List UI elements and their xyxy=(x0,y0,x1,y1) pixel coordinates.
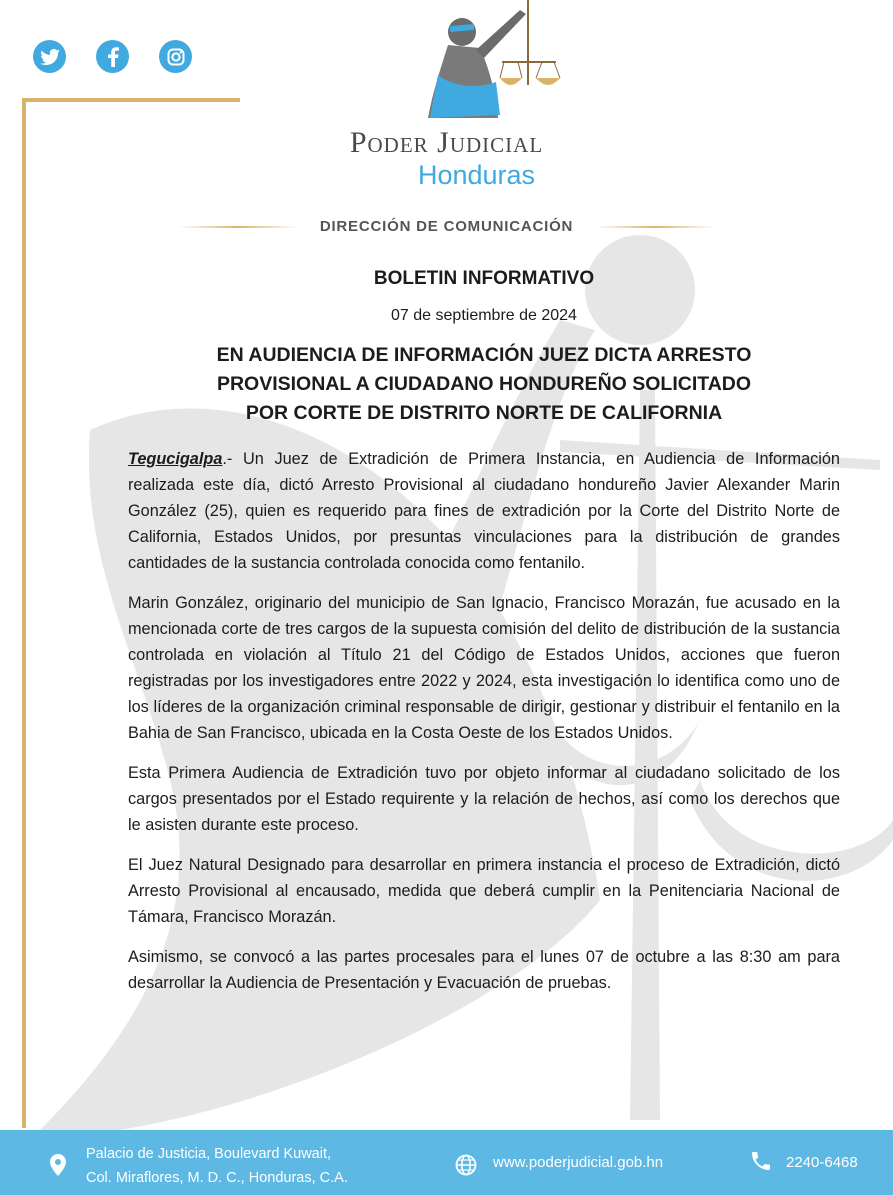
paragraph: Marin González, originario del municipio de San Ignacio, Francisco Morazán, fue acusado en la mencionada corte de tres cargos de la supuesta comisión del delito de distribución de la sustancia controlada en violación al Título 21 del Código de Estados Unidos, acciones que fueron registradas por los investigadores entre 2022 y 2024, esta investigación lo identifica como uno de los líderes de la organización criminal responsable de dirigir, gestionar y distribuir el fentanilo en la Bahia de San Francisco, ubicada en la Costa Oeste de los Estados Unidos. xyxy=(128,594,840,742)
paragraph xyxy=(128,446,840,576)
twitter-icon[interactable] xyxy=(33,40,66,73)
divider xyxy=(595,226,715,228)
footer xyxy=(0,1130,893,1195)
instagram-icon[interactable] xyxy=(159,40,192,73)
location-pin-icon xyxy=(50,1154,66,1182)
lady-justice-logo xyxy=(410,0,580,125)
bulletin-label: BOLETIN INFORMATIVO xyxy=(373,268,595,289)
headline xyxy=(128,341,840,428)
facebook-icon[interactable] xyxy=(96,40,129,73)
phone-icon xyxy=(752,1152,770,1176)
headline-line: POR CORTE DE DISTRITO NORTE DE CALIFORNIA xyxy=(245,402,723,424)
paragraph: Asimismo, se convocó a las partes procesales para el lunes 07 de octubre a las 8:30 am para desarrollar la Audiencia de Presentación y Evacuación de pruebas. xyxy=(128,948,840,992)
phone-number: 2240-6468 xyxy=(786,1154,858,1171)
department-row xyxy=(0,218,893,235)
globe-icon xyxy=(455,1154,477,1182)
brand-subtitle: Honduras xyxy=(417,160,536,190)
address-line: Palacio de Justicia, Boulevard Kuwait, xyxy=(86,1146,332,1162)
divider xyxy=(178,226,298,228)
paragraph: El Juez Natural Designado para desarrollar en primera instancia el proceso de Extradición, dictó Arresto Provisional al encausado, medida que deberá cumplir en la Penitenciaria Nacional de Támara, Francisco Morazán. xyxy=(128,856,840,926)
dateline-city: Tegucigalpa xyxy=(128,450,223,468)
bulletin-date: 07 de septiembre de 2024 xyxy=(391,307,577,324)
address-line: Col. Miraflores, M. D. C., Honduras, C.A. xyxy=(86,1170,348,1186)
headline-line: EN AUDIENCIA DE INFORMACIÓN JUEZ DICTA ARRESTO xyxy=(216,344,752,366)
gold-frame-top xyxy=(22,98,240,102)
gold-frame-side xyxy=(22,98,26,1128)
brand-title: Poder Judicial xyxy=(349,126,544,159)
paragraph: Esta Primera Audiencia de Extradición tuvo por objeto informar al ciudadano solicitado de los cargos presentados por el Estado requirente y la relación de hechos, así como los derechos que le asisten durante este proceso. xyxy=(128,764,840,834)
headline-line: PROVISIONAL A CIUDADANO HONDUREÑO SOLICITADO xyxy=(216,373,752,395)
social-links xyxy=(33,40,192,73)
address xyxy=(86,1142,348,1190)
bulletin-content xyxy=(128,262,840,996)
website-link[interactable]: www.poderjudicial.gob.hn xyxy=(493,1154,664,1171)
paragraph-text: .- Un Juez de Extradición de Primera Instancia, en Audiencia de Información realizada este día, dictó Arresto Provisional al ciudadano hondureño Javier Alexander Marin González (25), quien es requerido para fines de extradición por la Corte del Distrito Norte de California, Estados Unidos, por presuntas vinculaciones para la distribución de grandes cantidades de la sustancia controlada conocida como fentanilo. xyxy=(128,450,840,572)
department-label: DIRECCIÓN DE COMUNICACIÓN xyxy=(319,218,574,235)
